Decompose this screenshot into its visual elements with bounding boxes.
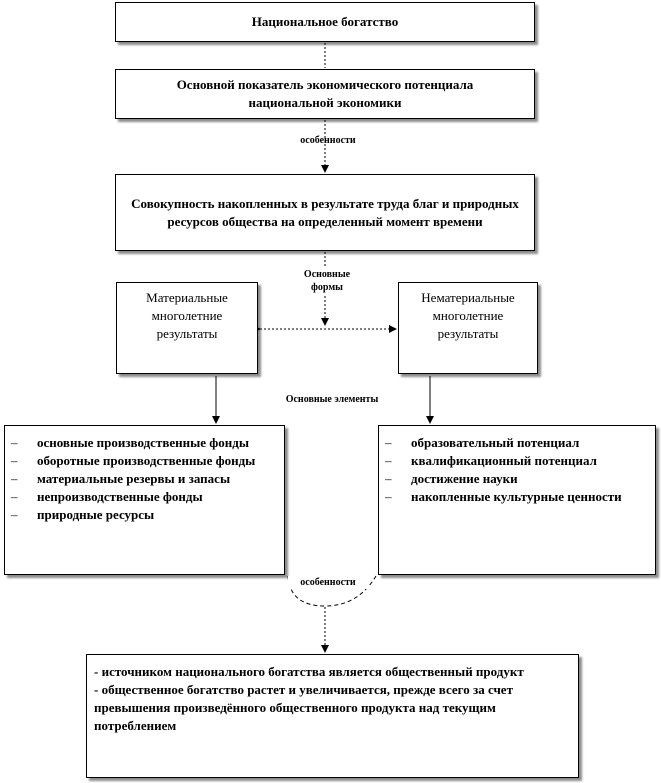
- features-top-label: особенности: [300, 135, 356, 146]
- aggregate-box: [115, 174, 535, 251]
- list-item: – основные производственные фонды: [5, 434, 284, 452]
- main-indicator-text: Основной показатель экономического потенциала национальной экономики: [176, 77, 474, 110]
- list-item: – накопленные культурные ценности: [379, 488, 655, 506]
- material-text: Материальные многолетние результаты: [146, 290, 228, 341]
- national-wealth-text: Национальное богатство: [251, 14, 399, 29]
- aggregate-text: Совокупность накопленных в результате труда благ и природных ресурсов общества на определенный момент времени: [131, 195, 519, 229]
- conclusion-text: [87, 655, 578, 735]
- conclusion-point: - источником национального богатства является общественный продукт: [94, 664, 524, 679]
- national-wealth-box: [115, 2, 535, 42]
- list-item: – непроизводственные фонды: [5, 488, 284, 506]
- conclusion-box: [86, 654, 579, 778]
- material-box: [116, 282, 258, 374]
- nonmaterial-list-box: [378, 425, 656, 575]
- list-item: – материальные резервы и запасы: [5, 470, 284, 488]
- list-item: – образовательный потенциал: [379, 434, 655, 452]
- list-item: – оборотные производственные фонды: [5, 452, 284, 470]
- nonmaterial-text: Нематериальные многолетние результаты: [421, 290, 515, 341]
- list-item: – природные ресурсы: [5, 506, 284, 524]
- material-list: [5, 434, 284, 524]
- main-indicator-box: [115, 69, 535, 119]
- list-item: – достижение науки: [379, 470, 655, 488]
- main-elements-label: Основные элементы: [285, 394, 379, 405]
- main-forms-label: Основные формы: [292, 268, 362, 294]
- list-item: – квалификационный потенциал: [379, 452, 655, 470]
- material-list-box: [4, 425, 285, 575]
- nonmaterial-box: [398, 282, 538, 374]
- features-bottom-label: особенности: [288, 576, 368, 589]
- nonmaterial-list: [379, 434, 655, 506]
- conclusion-point: - общественное богатство растет и увеличивается, прежде всего за счет превышения произведённого общественного продукта над текущим потреблением: [94, 682, 513, 733]
